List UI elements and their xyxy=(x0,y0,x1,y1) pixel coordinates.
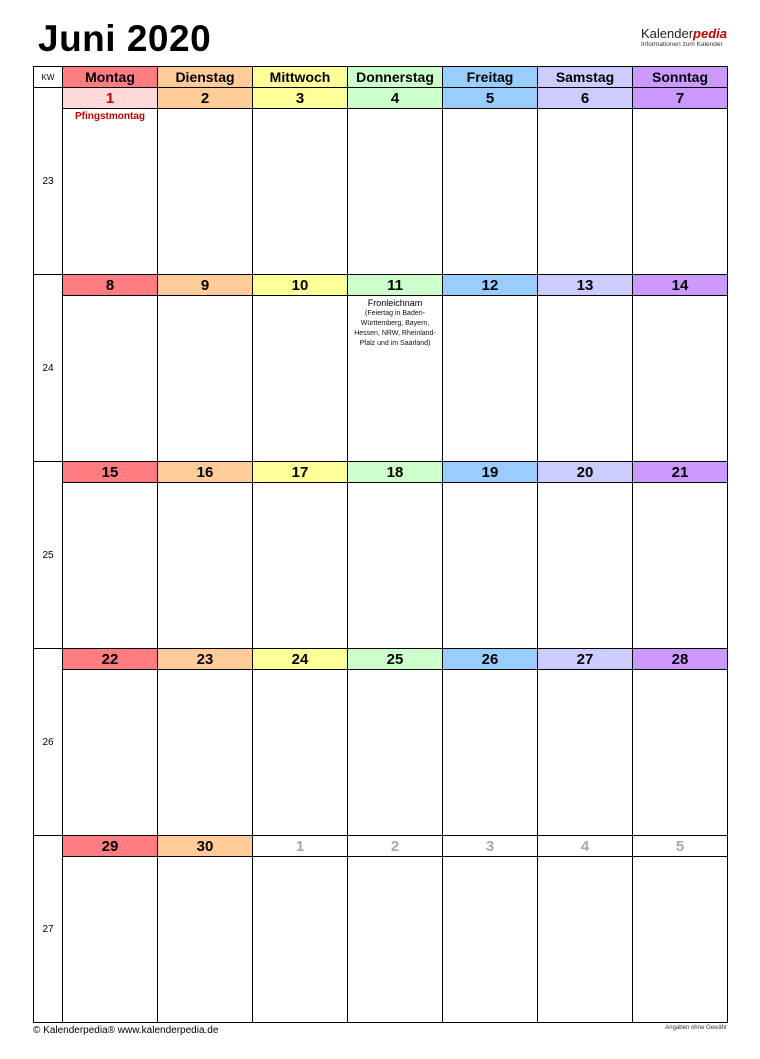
day-cell xyxy=(633,88,728,275)
day-cell xyxy=(443,88,538,275)
day-number: 19 xyxy=(443,462,537,483)
holiday-label: Pfingstmontag xyxy=(75,111,145,122)
weekday-header-0: Montag xyxy=(63,67,158,88)
day-number: 8 xyxy=(63,275,157,296)
day-cell xyxy=(348,88,443,275)
day-cell xyxy=(348,275,443,462)
week-number: 27 xyxy=(34,836,63,1023)
weekday-header-2: Mittwoch xyxy=(253,67,348,88)
week-number: 26 xyxy=(34,649,63,836)
day-number: 15 xyxy=(63,462,157,483)
weekday-header-4: Freitag xyxy=(443,67,538,88)
day-cell xyxy=(443,462,538,649)
day-number: 10 xyxy=(253,275,347,296)
day-number: 29 xyxy=(63,836,157,857)
weekday-header-6: Sonntag xyxy=(633,67,728,88)
holiday-label: Fronleichnam xyxy=(367,298,423,308)
day-cell xyxy=(63,462,158,649)
brand-name: Kalenderpedia xyxy=(640,26,727,41)
day-number: 22 xyxy=(63,649,157,670)
day-cell xyxy=(348,649,443,836)
day-cell xyxy=(158,462,253,649)
footer-disclaimer: Angaben ohne Gewähr xyxy=(665,1025,727,1031)
day-cell xyxy=(443,275,538,462)
day-cell xyxy=(253,275,348,462)
day-number: 28 xyxy=(633,649,727,670)
day-cell xyxy=(158,88,253,275)
day-number: 17 xyxy=(253,462,347,483)
day-cell xyxy=(348,836,443,1023)
day-number: 24 xyxy=(253,649,347,670)
day-number: 25 xyxy=(348,649,442,670)
day-number: 5 xyxy=(633,836,727,857)
day-cell xyxy=(63,88,158,275)
day-cell xyxy=(633,275,728,462)
day-number: 14 xyxy=(633,275,727,296)
day-number: 21 xyxy=(633,462,727,483)
day-cell xyxy=(253,649,348,836)
day-number: 20 xyxy=(538,462,632,483)
day-cell xyxy=(348,462,443,649)
day-cell xyxy=(443,836,538,1023)
day-cell xyxy=(63,275,158,462)
weekday-header-5: Samstag xyxy=(538,67,633,88)
day-cell xyxy=(443,649,538,836)
day-cell xyxy=(538,88,633,275)
day-cell xyxy=(63,649,158,836)
week-number: 24 xyxy=(34,275,63,462)
day-number: 4 xyxy=(538,836,632,857)
page-title: Juni 2020 xyxy=(38,18,212,59)
day-number: 5 xyxy=(443,88,537,109)
day-cell xyxy=(253,836,348,1023)
day-number: 3 xyxy=(443,836,537,857)
brand-tagline: Informationen zum Kalender xyxy=(640,41,723,48)
day-cell xyxy=(538,275,633,462)
weekday-header-3: Donnerstag xyxy=(348,67,443,88)
day-number: 2 xyxy=(348,836,442,857)
day-cell xyxy=(253,88,348,275)
day-cell xyxy=(538,836,633,1023)
day-cell xyxy=(538,649,633,836)
day-number: 30 xyxy=(158,836,252,857)
week-number: 25 xyxy=(34,462,63,649)
day-cell xyxy=(158,649,253,836)
day-cell xyxy=(633,649,728,836)
day-number: 2 xyxy=(158,88,252,109)
week-number: 23 xyxy=(34,88,63,275)
weekday-header-1: Dienstag xyxy=(158,67,253,88)
day-number: 6 xyxy=(538,88,632,109)
day-number: 11 xyxy=(348,275,442,296)
kw-header: KW xyxy=(34,67,63,88)
day-cell xyxy=(633,836,728,1023)
footer-copyright: © Kalenderpedia® www.kalenderpedia.de xyxy=(33,1025,219,1036)
day-cell xyxy=(158,836,253,1023)
calendar-grid xyxy=(33,66,728,1023)
day-cell xyxy=(253,462,348,649)
day-number: 1 xyxy=(63,88,157,109)
day-number: 27 xyxy=(538,649,632,670)
day-cell xyxy=(158,275,253,462)
day-number: 3 xyxy=(253,88,347,109)
day-number: 16 xyxy=(158,462,252,483)
day-number: 1 xyxy=(253,836,347,857)
day-number: 9 xyxy=(158,275,252,296)
day-cell xyxy=(633,462,728,649)
day-number: 23 xyxy=(158,649,252,670)
day-cell xyxy=(63,836,158,1023)
day-cell xyxy=(538,462,633,649)
day-number: 26 xyxy=(443,649,537,670)
brand-logo xyxy=(641,26,727,48)
day-number: 13 xyxy=(538,275,632,296)
day-number: 12 xyxy=(443,275,537,296)
day-number: 7 xyxy=(633,88,727,109)
holiday-note: (Feiertag in Baden-Württemberg, Bayern, Hessen, NRW, Rheinland-Pfalz und im Saarland) xyxy=(354,310,436,347)
day-number: 18 xyxy=(348,462,442,483)
day-number: 4 xyxy=(348,88,442,109)
